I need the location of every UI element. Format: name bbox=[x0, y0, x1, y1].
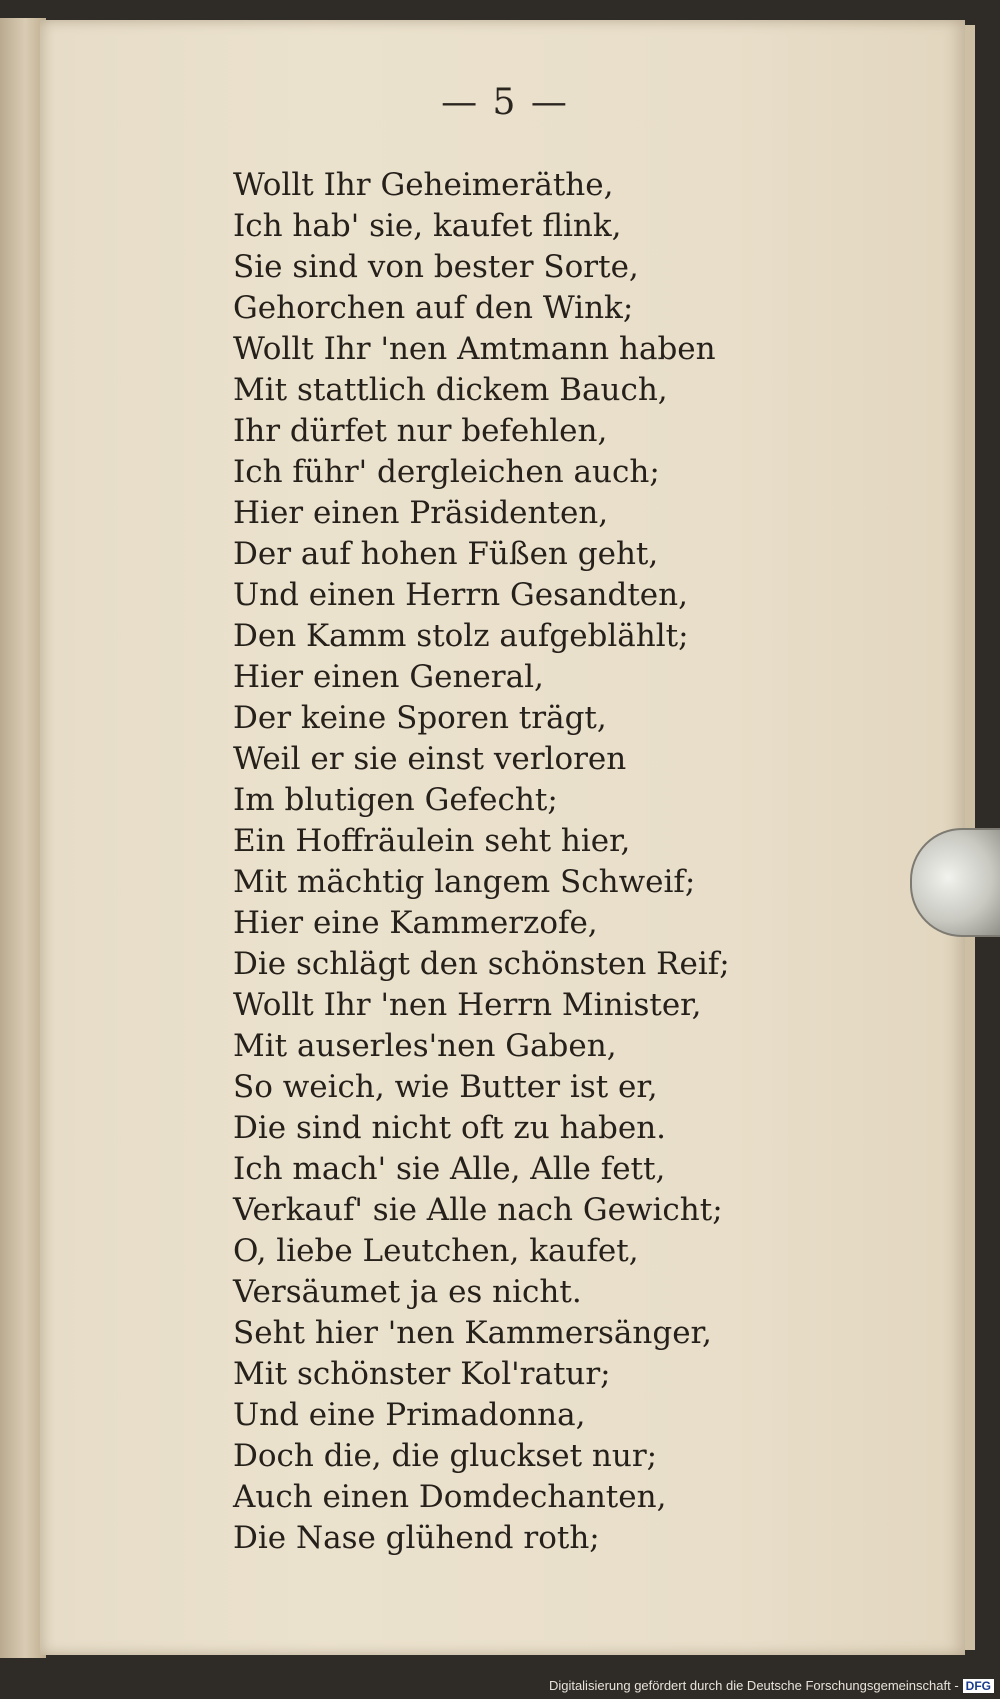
poem-line: Ich mach' sie Alle, Alle fett, bbox=[233, 1151, 666, 1187]
poem-line: Der keine Sporen trägt, bbox=[233, 700, 607, 736]
poem-line: Hier einen Präsidenten, bbox=[233, 495, 609, 531]
poem-text bbox=[233, 165, 933, 1559]
poem-line: Der auf hohen Füßen geht, bbox=[233, 536, 659, 572]
poem-line: Ihr dürfet nur befehlen, bbox=[233, 413, 608, 449]
poem-line: Im blutigen Gefecht; bbox=[233, 782, 558, 818]
poem-line: Wollt Ihr 'nen Herrn Minister, bbox=[233, 987, 702, 1023]
poem-line: Hier eine Kammerzofe, bbox=[233, 905, 598, 941]
poem-line: Auch einen Domdechanten, bbox=[233, 1479, 667, 1515]
poem-line: Mit auserles'nen Gaben, bbox=[233, 1028, 617, 1064]
poem-line: Den Kamm stolz aufgeblählt; bbox=[233, 618, 689, 654]
dfg-logo: DFG bbox=[963, 1679, 994, 1693]
digitization-credit bbox=[549, 1678, 994, 1693]
poem-line: Wollt Ihr 'nen Amtmann haben bbox=[233, 331, 716, 367]
poem-line: Versäumet ja es nicht. bbox=[233, 1274, 582, 1310]
poem-line: Mit schönster Kol'ratur; bbox=[233, 1356, 611, 1392]
poem-line: Wollt Ihr Geheimeräthe, bbox=[233, 167, 614, 203]
poem-line: Mit mächtig langem Schweif; bbox=[233, 864, 696, 900]
poem-line: Die sind nicht oft zu haben. bbox=[233, 1110, 667, 1146]
poem-line: Die schlägt den schönsten Reif; bbox=[233, 946, 730, 982]
poem-line: Hier einen General, bbox=[233, 659, 544, 695]
page-number: — 5 — bbox=[441, 82, 569, 123]
poem-line: Doch die, die gluckset nur; bbox=[233, 1438, 658, 1474]
poem-line: Ich hab' sie, kaufet flink, bbox=[233, 208, 622, 244]
credit-text: Digitalisierung gefördert durch die Deutsche Forschungsgemeinschaft - bbox=[548, 1678, 959, 1693]
poem-line: Gehorchen auf den Wink; bbox=[233, 290, 634, 326]
poem-line: Ich führ' dergleichen auch; bbox=[233, 454, 660, 490]
poem-line: Und eine Primadonna, bbox=[233, 1397, 586, 1433]
poem-line: Verkauf' sie Alle nach Gewicht; bbox=[233, 1192, 723, 1228]
poem-line: So weich, wie Butter ist er, bbox=[233, 1069, 658, 1105]
poem-line: Mit stattlich dickem Bauch, bbox=[233, 372, 668, 408]
poem-line: O, liebe Leutchen, kaufet, bbox=[233, 1233, 639, 1269]
poem-line: Und einen Herrn Gesandten, bbox=[233, 577, 688, 613]
poem-line: Weil er sie einst verloren bbox=[233, 741, 627, 777]
poem-line: Ein Hoffräulein seht hier, bbox=[233, 823, 631, 859]
poem-line: Sie sind von bester Sorte, bbox=[233, 249, 639, 285]
poem-line: Die Nase glühend roth; bbox=[233, 1520, 600, 1556]
poem-line: Seht hier 'nen Kammersänger, bbox=[233, 1315, 712, 1351]
